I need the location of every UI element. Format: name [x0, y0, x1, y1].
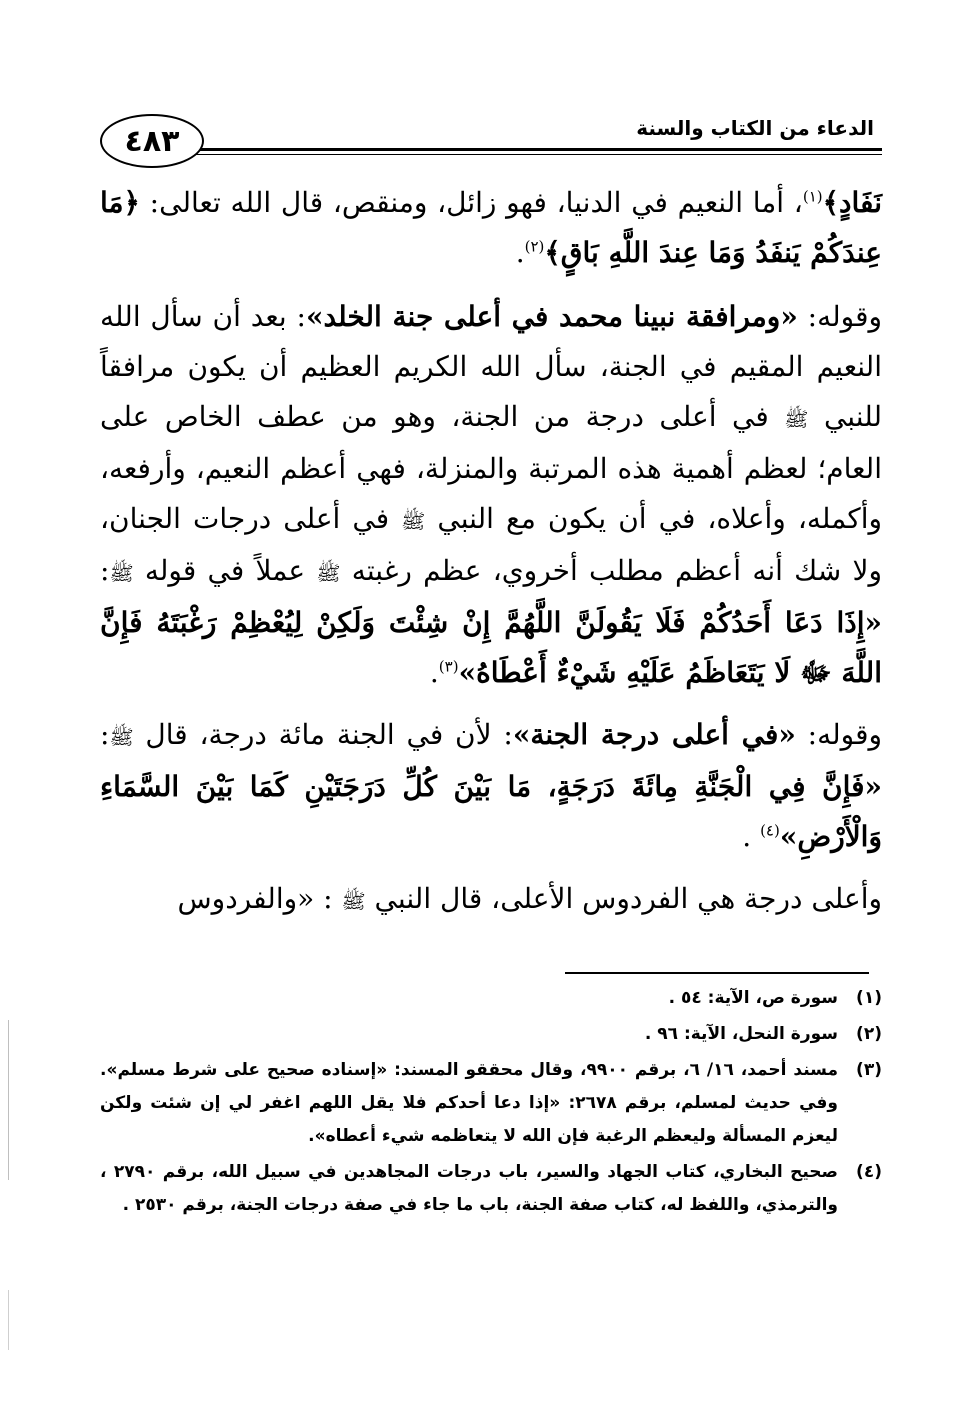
footnote-number: (٤) — [856, 1162, 882, 1182]
footnote — [100, 1156, 882, 1222]
salawat-symbol: ﷺ — [109, 725, 134, 749]
footnote-ref: (١) — [802, 187, 823, 206]
footnote-text: صحيح البخاري، كتاب الجهاد والسير، باب درجات المجاهدين في سبيل الله، برقم ٢٧٩٠ ، والترمذي، واللفظ له، كتاب صفة الجنة، باب ما جاء في صفة درجات الجنة، برقم ٢٥٣٠ . — [100, 1162, 838, 1215]
salawat-symbol: ﷺ — [401, 509, 426, 533]
footnotes — [100, 982, 882, 1225]
text-run: عملاً في قوله — [133, 554, 317, 587]
footnote-number: (١) — [856, 988, 882, 1008]
footnote-number: (٣) — [856, 1060, 882, 1080]
header-rule — [192, 148, 882, 151]
scan-edge-mark — [8, 1020, 9, 1180]
footnote — [100, 1018, 882, 1051]
footnote-text: مسند أحمد، ١٦/ ٦، برقم ٩٩٠٠، وقال محققو المسند: «إسناده صحيح على شرط مسلم». وفي حديث لمسلم، برقم ٢٦٧٨: «إذا دعا أحدكم فلا يقل اللهم اغفر لي إن شئت ولكن ليعزم المسألة وليعظم الرغبة فإن الله لا يتعاظمه شيء أعطاه». — [100, 1060, 838, 1146]
text-run: : بعد أن سأل الله النعيم المقيم في الجنة، سأل الله الكريم العظيم أن يكون مرافقاً للنبي — [100, 300, 883, 433]
footnote — [100, 982, 882, 1015]
footnote-number: (٢) — [856, 1024, 882, 1044]
salawat-symbol: ﷺ — [784, 407, 809, 431]
paragraph-continuation — [100, 178, 882, 278]
text-run: : لأن في الجنة مائة درجة، قال — [133, 718, 513, 751]
salawat-symbol: ﷺ — [316, 561, 341, 585]
scan-edge-mark — [8, 1290, 9, 1350]
text-run: . — [429, 656, 439, 689]
text-run: : — [100, 554, 110, 587]
footnote — [100, 1054, 882, 1153]
text-run: وقوله: — [795, 718, 882, 751]
quoted-phrase: «ومرافقة نبينا محمد في أعلى جنة الخلد» — [305, 300, 798, 333]
footnote-ref: (٤) — [760, 821, 780, 840]
paragraph-firdaws — [100, 874, 882, 926]
page-number: ٤٨٣ — [100, 114, 204, 168]
text-run: : — [100, 718, 110, 751]
text-run: . — [742, 820, 761, 853]
footnote-text: سورة ص، الآية: ٥٤ . — [668, 988, 838, 1008]
hadith-quote: «فَإِنَّ فِي الْجَنَّةِ مِائَةَ دَرَجَةٍ، مَا بَيْنَ كُلِّ دَرَجَتَيْنِ كَمَا بَيْنَ السَّمَاءِ وَالْأَرْضِ» — [100, 770, 882, 853]
text-run: وأعلى درجة هي الفردوس الأعلى، قال النبي — [365, 882, 882, 915]
text-run: . — [515, 236, 525, 269]
footnote-ref: (٢) — [524, 237, 545, 256]
text-run: : «والفردوس — [177, 882, 342, 915]
paragraph-companionship — [100, 292, 882, 698]
footnote-ref: (٣) — [438, 657, 459, 676]
text-run: في أعلى درجات الجنان، ولا شك أنه أعظم مطلب أخروي، عظم رغبته — [100, 502, 882, 587]
paragraph-highest-degree — [100, 710, 882, 862]
footnote-text: سورة النحل، الآية: ٩٦ . — [644, 1024, 838, 1044]
quran-fragment: نَفَادٍ﴾ — [822, 186, 882, 219]
page-header — [100, 108, 882, 180]
text-run: ، أما النعيم في الدنيا، فهو زائل، ومنقص، قال الله تعالى: — [139, 186, 803, 219]
header-rule-thin — [192, 154, 882, 155]
salawat-symbol: ﷺ — [109, 561, 134, 585]
footnote-separator — [565, 972, 869, 974]
quoted-phrase: «في أعلى درجة الجنة» — [512, 718, 796, 751]
salawat-symbol: ﷺ — [341, 889, 366, 913]
hadith-quote: «إِذَا دَعَا أَحَدُكُمْ فَلَا يَقُولَنَّ اللَّهُمَّ إِنْ شِئْتَ وَلَكِنْ لِيُعْظِمْ رَغْبَتَهُ فَإِنَّ اللَّهَ ﷻ لَا يَتَعَاظَمُ عَلَيْهِ شَيْءٌ أَعْطَاهُ» — [100, 606, 882, 689]
running-title: الدعاء من الكتاب والسنة — [636, 116, 874, 140]
main-text — [100, 178, 882, 938]
text-run: في أعلى درجة من الجنة، وهو من عطف الخاص على العام؛ لعظم أهمية هذه المرتبة والمنزلة، فهي أعظم النعيم، وأرفعه، وأكمله، وأعلاه، في أن يكون مع النبي — [100, 400, 882, 535]
text-run: وقوله: — [797, 300, 882, 333]
quran-verse: ﴿مَا عِندَكُمْ يَنفَدُ وَمَا عِندَ اللَّهِ بَاقٍ﴾ — [100, 186, 882, 269]
